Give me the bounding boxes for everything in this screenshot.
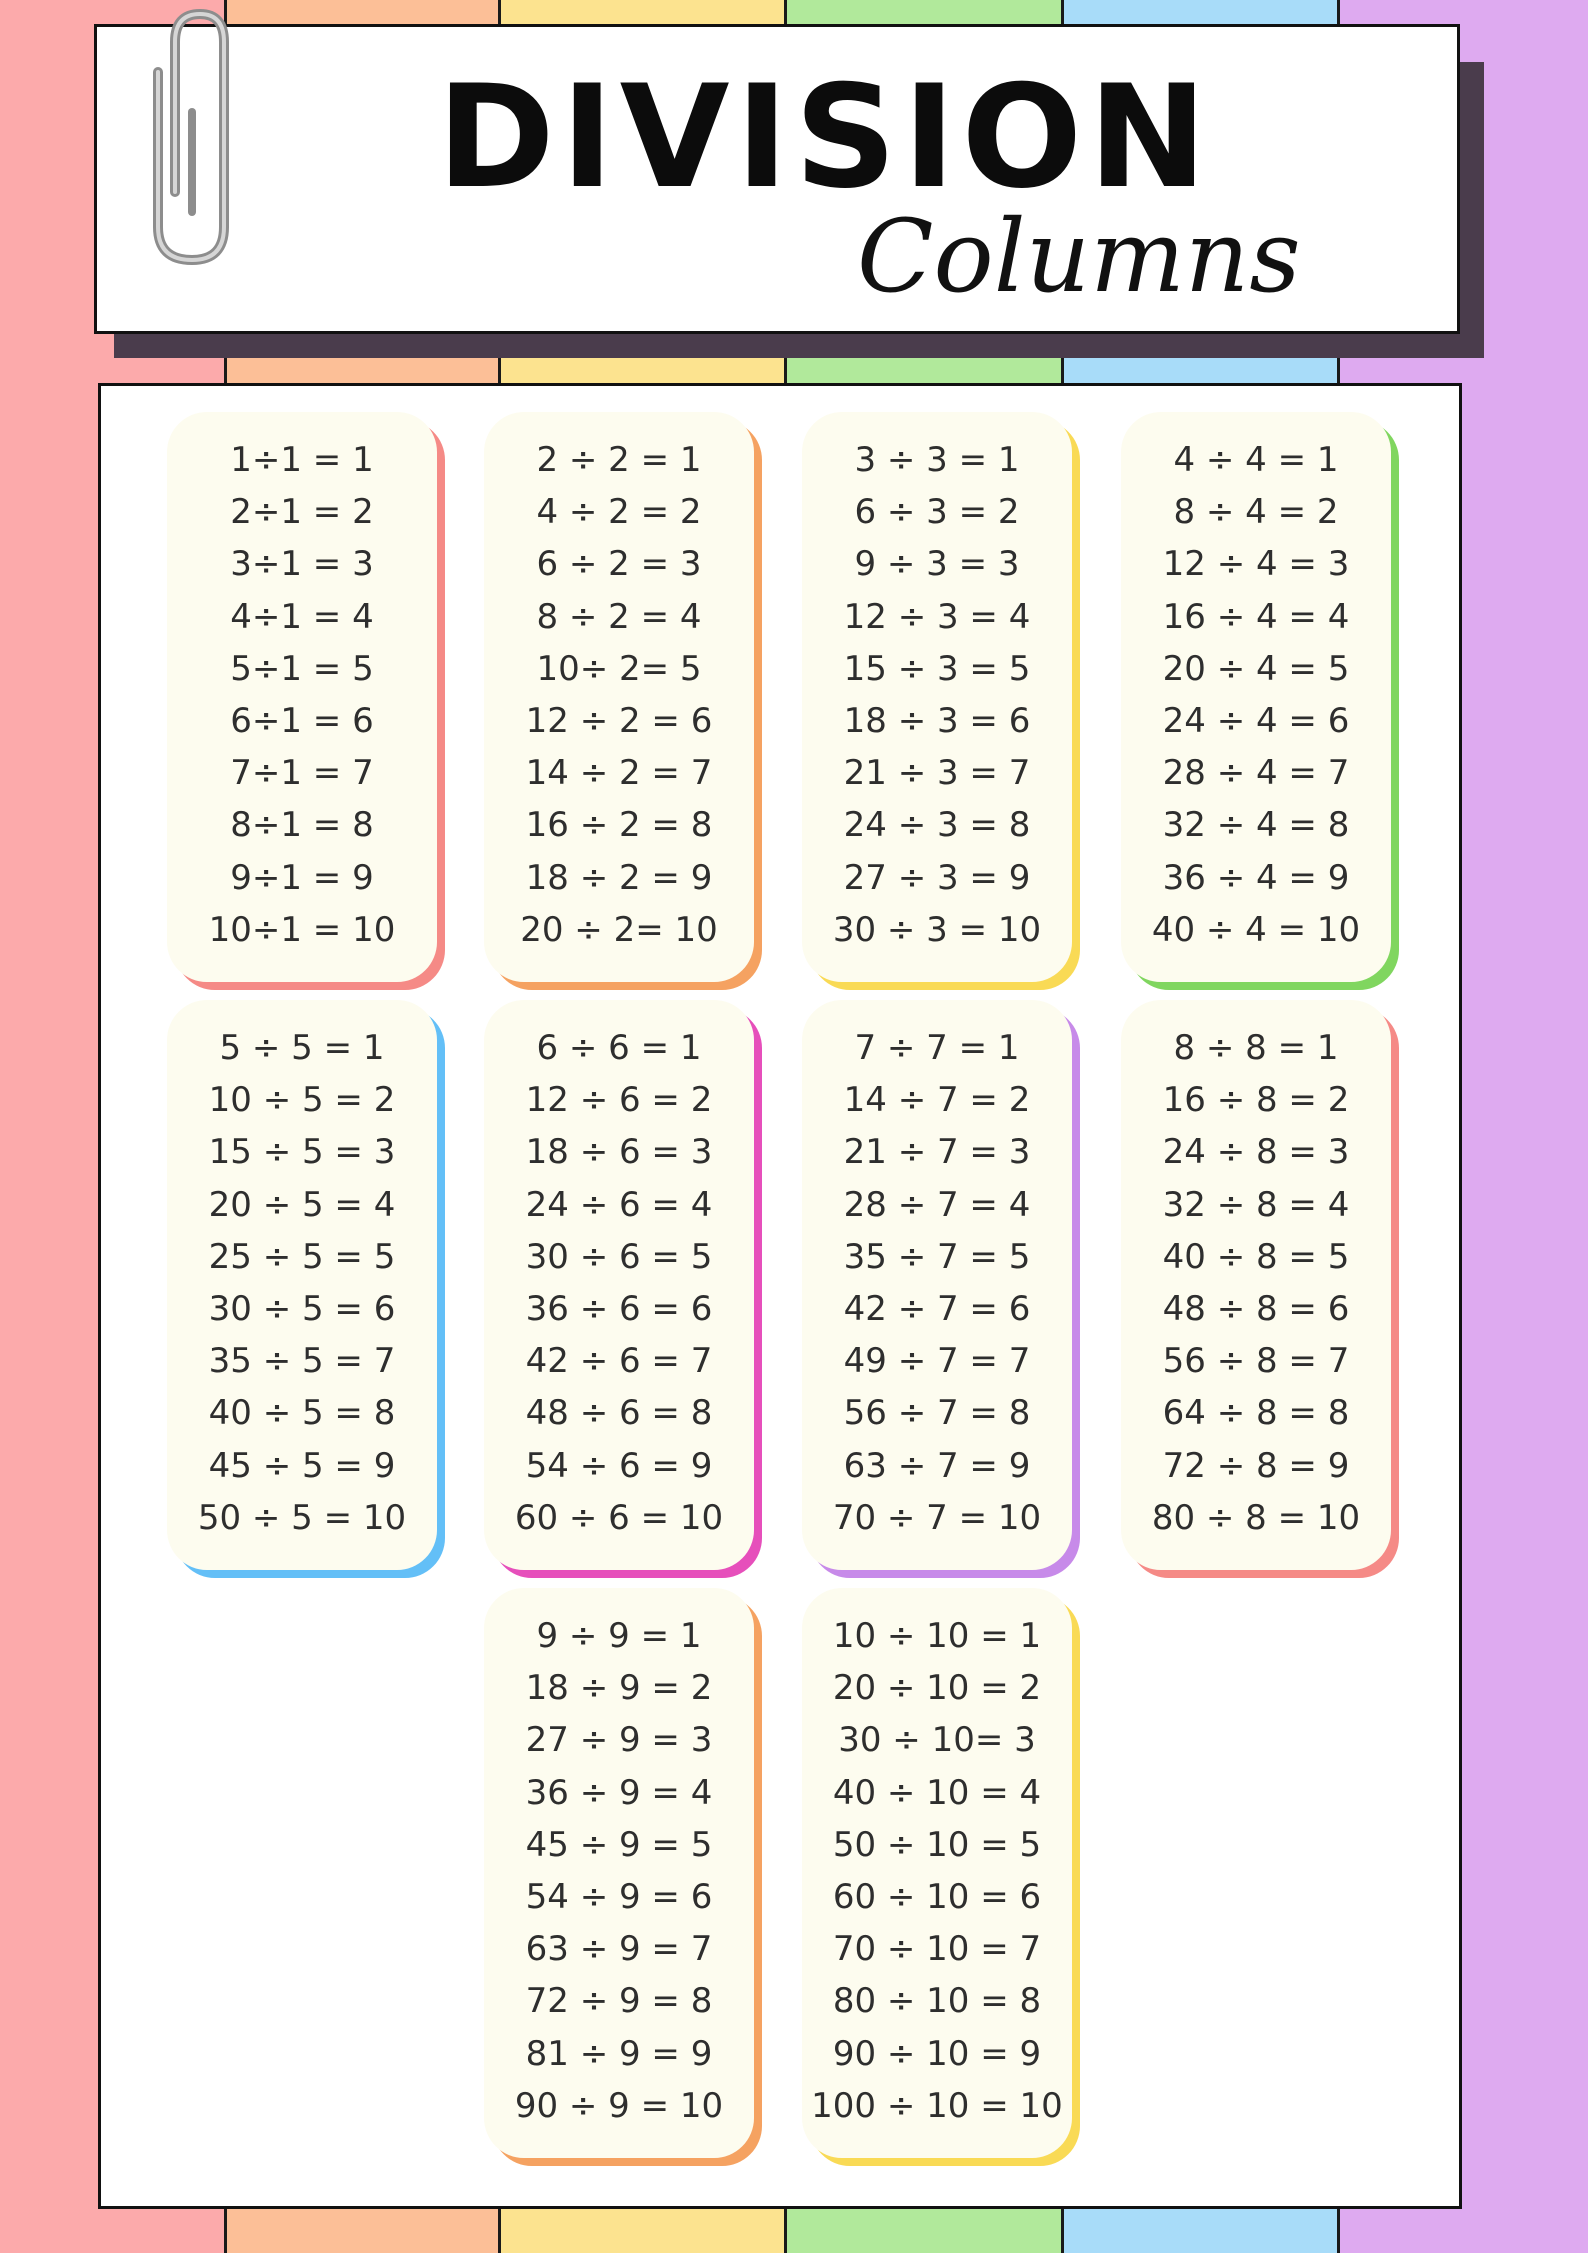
division-equation: 18 ÷ 2 = 9 <box>525 857 713 898</box>
equation-list <box>167 1022 437 1544</box>
division-equation: 14 ÷ 7 = 2 <box>843 1080 1031 1121</box>
division-equation: 36 ÷ 9 = 4 <box>525 1772 713 1813</box>
division-equation: 24 ÷ 4 = 6 <box>1162 700 1350 741</box>
division-equation: 70 ÷ 7 = 10 <box>832 1497 1042 1538</box>
division-equation: 8÷1 = 8 <box>230 805 374 846</box>
division-equation: 54 ÷ 6 = 9 <box>525 1445 713 1486</box>
division-equation: 3 ÷ 3 = 1 <box>854 440 1020 480</box>
division-equation: 10÷ 2= 5 <box>536 648 702 689</box>
division-equation: 5÷1 = 5 <box>230 648 374 689</box>
equation-list <box>484 1610 754 2132</box>
division-column-5 <box>167 1000 437 1570</box>
division-equation: 40 ÷ 10 = 4 <box>832 1772 1042 1813</box>
division-equation: 7÷1 = 7 <box>230 753 374 794</box>
division-equation: 6÷1 = 6 <box>230 700 374 741</box>
division-equation: 90 ÷ 10 = 9 <box>832 2033 1042 2074</box>
division-equation: 60 ÷ 6 = 10 <box>514 1497 724 1538</box>
division-equation: 15 ÷ 5 = 3 <box>208 1132 396 1173</box>
division-column-7 <box>802 1000 1072 1570</box>
division-equation: 28 ÷ 4 = 7 <box>1162 753 1350 794</box>
division-equation: 10÷1 = 10 <box>208 909 396 950</box>
equation-list <box>484 434 754 956</box>
division-equation: 80 ÷ 8 = 10 <box>1151 1497 1361 1538</box>
equation-list <box>802 1610 1072 2132</box>
equation-list <box>167 434 437 956</box>
division-equation: 8 ÷ 2 = 4 <box>536 596 702 637</box>
division-equation: 35 ÷ 7 = 5 <box>843 1236 1031 1277</box>
division-equation: 60 ÷ 10 = 6 <box>832 1876 1042 1917</box>
division-equation: 24 ÷ 8 = 3 <box>1162 1132 1350 1173</box>
division-equation: 4÷1 = 4 <box>230 596 374 637</box>
division-equation: 21 ÷ 7 = 3 <box>843 1132 1031 1173</box>
division-equation: 30 ÷ 6 = 5 <box>525 1236 713 1277</box>
division-equation: 12 ÷ 2 = 6 <box>525 700 713 741</box>
division-equation: 30 ÷ 5 = 6 <box>208 1288 396 1329</box>
division-equation: 6 ÷ 6 = 1 <box>536 1028 702 1068</box>
division-column-4 <box>1121 412 1391 982</box>
division-equation: 16 ÷ 2 = 8 <box>525 805 713 846</box>
division-equation: 48 ÷ 8 = 6 <box>1162 1288 1350 1329</box>
division-equation: 28 ÷ 7 = 4 <box>843 1184 1031 1225</box>
equation-list <box>484 1022 754 1544</box>
equation-list <box>1121 434 1391 956</box>
division-equation: 2 ÷ 2 = 1 <box>536 440 702 480</box>
division-equation: 12 ÷ 3 = 4 <box>843 596 1031 637</box>
division-equation: 10 ÷ 5 = 2 <box>208 1080 396 1121</box>
division-equation: 100 ÷ 10 = 10 <box>811 2085 1063 2126</box>
header-card <box>94 24 1460 334</box>
division-equation: 20 ÷ 4 = 5 <box>1162 648 1350 689</box>
division-equation: 24 ÷ 3 = 8 <box>843 805 1031 846</box>
paperclip-icon <box>140 2 230 272</box>
division-equation: 4 ÷ 4 = 1 <box>1173 440 1339 480</box>
division-equation: 3÷1 = 3 <box>230 544 374 585</box>
division-equation: 5 ÷ 5 = 1 <box>219 1028 385 1068</box>
division-column-8 <box>1121 1000 1391 1570</box>
division-equation: 56 ÷ 8 = 7 <box>1162 1341 1350 1382</box>
division-column-1 <box>167 412 437 982</box>
division-equation: 4 ÷ 2 = 2 <box>536 492 702 533</box>
division-equation: 40 ÷ 8 = 5 <box>1162 1236 1350 1277</box>
division-equation: 9÷1 = 9 <box>230 857 374 898</box>
division-equation: 27 ÷ 3 = 9 <box>843 857 1031 898</box>
division-table-card <box>98 383 1462 2209</box>
division-equation: 56 ÷ 7 = 8 <box>843 1393 1031 1434</box>
division-equation: 72 ÷ 8 = 9 <box>1162 1445 1350 1486</box>
page-subtitle: Columns <box>857 198 1301 315</box>
division-equation: 50 ÷ 5 = 10 <box>197 1497 407 1538</box>
division-equation: 45 ÷ 9 = 5 <box>525 1824 713 1865</box>
division-equation: 48 ÷ 6 = 8 <box>525 1393 713 1434</box>
division-equation: 10 ÷ 10 = 1 <box>832 1616 1042 1656</box>
page-title: DIVISION <box>436 55 1214 220</box>
division-equation: 24 ÷ 6 = 4 <box>525 1184 713 1225</box>
division-equation: 2÷1 = 2 <box>230 492 374 533</box>
division-equation: 50 ÷ 10 = 5 <box>832 1824 1042 1865</box>
division-equation: 25 ÷ 5 = 5 <box>208 1236 396 1277</box>
division-equation: 1÷1 = 1 <box>230 440 374 480</box>
equation-list <box>802 434 1072 956</box>
division-equation: 42 ÷ 7 = 6 <box>843 1288 1031 1329</box>
division-equation: 6 ÷ 2 = 3 <box>536 544 702 585</box>
division-equation: 30 ÷ 10= 3 <box>838 1720 1036 1761</box>
division-equation: 7 ÷ 7 = 1 <box>854 1028 1020 1068</box>
division-equation: 49 ÷ 7 = 7 <box>843 1341 1031 1382</box>
division-equation: 20 ÷ 10 = 2 <box>832 1668 1042 1709</box>
division-equation: 20 ÷ 5 = 4 <box>208 1184 396 1225</box>
division-equation: 64 ÷ 8 = 8 <box>1162 1393 1350 1434</box>
division-equation: 32 ÷ 4 = 8 <box>1162 805 1350 846</box>
division-column-9 <box>484 1588 754 2158</box>
division-equation: 9 ÷ 3 = 3 <box>854 544 1020 585</box>
division-equation: 81 ÷ 9 = 9 <box>525 2033 713 2074</box>
division-equation: 9 ÷ 9 = 1 <box>536 1616 702 1656</box>
equation-list <box>802 1022 1072 1544</box>
division-equation: 16 ÷ 8 = 2 <box>1162 1080 1350 1121</box>
division-column-10 <box>802 1588 1072 2158</box>
division-equation: 54 ÷ 9 = 6 <box>525 1876 713 1917</box>
division-equation: 70 ÷ 10 = 7 <box>832 1929 1042 1970</box>
division-equation: 27 ÷ 9 = 3 <box>525 1720 713 1761</box>
division-column-2 <box>484 412 754 982</box>
division-equation: 20 ÷ 2= 10 <box>520 909 718 950</box>
division-equation: 42 ÷ 6 = 7 <box>525 1341 713 1382</box>
division-column-6 <box>484 1000 754 1570</box>
division-equation: 6 ÷ 3 = 2 <box>854 492 1020 533</box>
division-equation: 36 ÷ 4 = 9 <box>1162 857 1350 898</box>
division-equation: 45 ÷ 5 = 9 <box>208 1445 396 1486</box>
division-equation: 14 ÷ 2 = 7 <box>525 753 713 794</box>
division-column-3 <box>802 412 1072 982</box>
division-equation: 21 ÷ 3 = 7 <box>843 753 1031 794</box>
division-equation: 8 ÷ 4 = 2 <box>1173 492 1339 533</box>
division-equation: 90 ÷ 9 = 10 <box>514 2085 724 2126</box>
division-equation: 80 ÷ 10 = 8 <box>832 1981 1042 2022</box>
division-equation: 35 ÷ 5 = 7 <box>208 1341 396 1382</box>
division-equation: 36 ÷ 6 = 6 <box>525 1288 713 1329</box>
division-equation: 63 ÷ 9 = 7 <box>525 1929 713 1970</box>
division-equation: 18 ÷ 6 = 3 <box>525 1132 713 1173</box>
division-equation: 30 ÷ 3 = 10 <box>832 909 1042 950</box>
division-equation: 18 ÷ 9 = 2 <box>525 1668 713 1709</box>
division-equation: 72 ÷ 9 = 8 <box>525 1981 713 2022</box>
division-equation: 15 ÷ 3 = 5 <box>843 648 1031 689</box>
division-equation: 16 ÷ 4 = 4 <box>1162 596 1350 637</box>
division-equation: 32 ÷ 8 = 4 <box>1162 1184 1350 1225</box>
division-equation: 18 ÷ 3 = 6 <box>843 700 1031 741</box>
division-equation: 63 ÷ 7 = 9 <box>843 1445 1031 1486</box>
division-equation: 40 ÷ 5 = 8 <box>208 1393 396 1434</box>
division-equation: 12 ÷ 4 = 3 <box>1162 544 1350 585</box>
division-equation: 8 ÷ 8 = 1 <box>1173 1028 1339 1068</box>
division-equation: 40 ÷ 4 = 10 <box>1151 909 1361 950</box>
division-equation: 12 ÷ 6 = 2 <box>525 1080 713 1121</box>
equation-list <box>1121 1022 1391 1544</box>
